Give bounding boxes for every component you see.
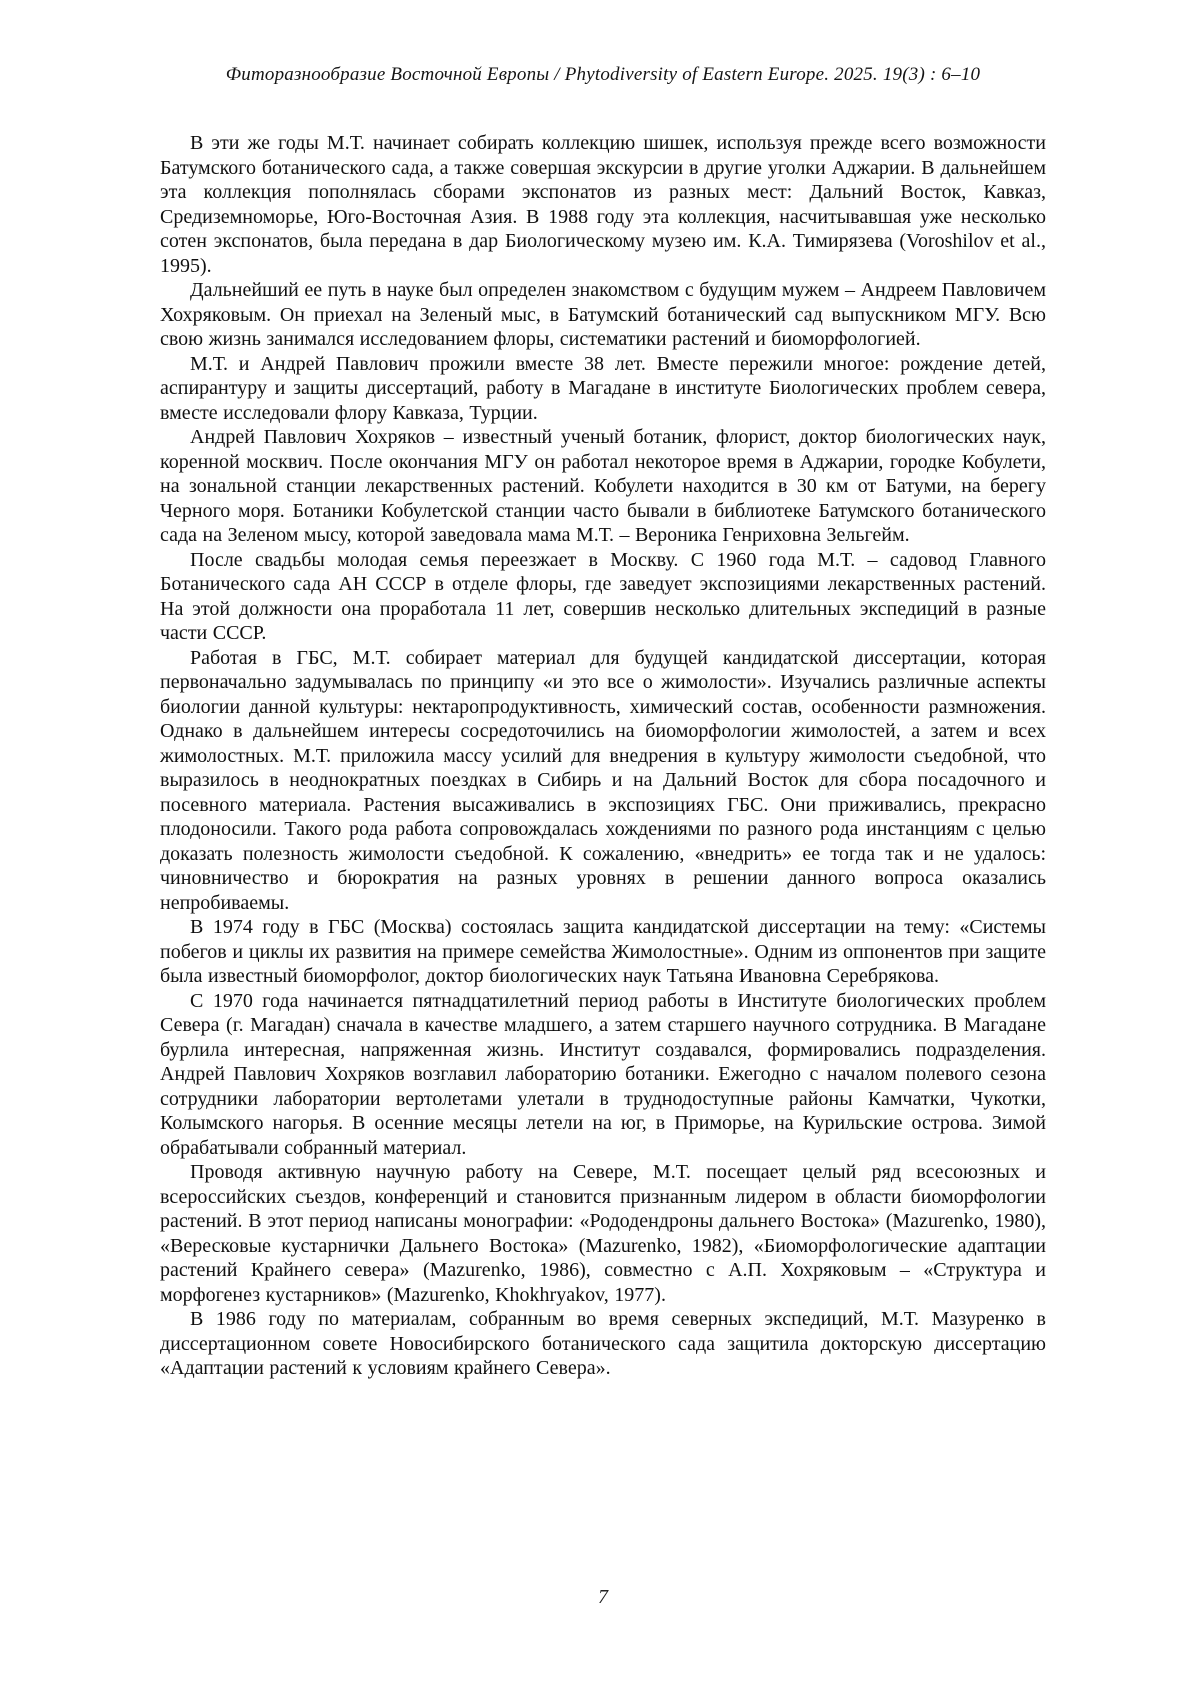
article-body [160, 131, 1046, 1381]
page-number: 7 [598, 1586, 608, 1608]
paragraph: В 1974 году в ГБС (Москва) состоялась защита кандидатской диссертации на тему: «Системы побегов и циклы их развития на примере семейства Жимолостные». Одним из оппонентов при защите была известный биоморфолог, доктор биологических наук Татьяна Ивановна Серебрякова. [160, 916, 1046, 987]
paragraph: В 1986 году по материалам, собранным во время северных экспедиций, М.Т. Мазуренко в диссертационном совете Новосибирского ботанического сада защитила докторскую диссертацию «Адаптации растений к условиям крайнего Севера». [160, 1308, 1046, 1379]
paragraph: Проводя активную научную работу на Севере, М.Т. посещает целый ряд всесоюзных и всероссийских съездов, конференций и становится признанным лидером в области биоморфологии растений. В этот период написаны монографии: «Рододендроны дальнего Востока» (Mazurenko, 1980), «Вересковые кустарнички Дальнего Востока» (Mazurenko, 1982), «Биоморфологические адаптации растений Крайнего севера» (Mazurenko, 1986), совместно с А.П. Хохряковым – «Структура и морфогенез кустарников» (Mazurenko, Khokhryakov, 1977). [160, 1161, 1046, 1306]
paragraph: Работая в ГБС, М.Т. собирает материал для будущей кандидатской диссертации, которая первоначально задумывалась по принципу «и это все о жимолости». Изучались различные аспекты биологии данной культуры: нектаропродуктивность, химический состав, особенности размножения. Однако в дальнейшем интересы сосредоточились на биоморфологии жимолостей, а затем и всех жимолостных. М.Т. приложила массу усилий для внедрения в культуру жимолости съедобной, что выразилось в неоднократных поездках в Сибирь и на Дальний Восток для сбора посадочного и посевного материала. Растения высаживались в экспозициях ГБС. Они приживались, прекрасно плодоносили. Такого рода работа сопровождалась хождениями по разного рода инстанциям с целью доказать полезность жимолости съедобной. К сожалению, «внедрить» ее тогда так и не удалось: чиновничество и бюрократия на разных уровнях в решении данного вопроса оказались непробиваемы. [160, 646, 1046, 914]
paragraph: М.Т. и Андрей Павлович прожили вместе 38 лет. Вместе пережили многое: рождение детей, аспирантуру и защиты диссертаций, работу в Магадане в институте Биологических проблем севера, вместе исследовали флору Кавказа, Турции. [160, 352, 1046, 424]
paragraph: Дальнейший ее путь в науке был определен знакомством с будущим мужем – Андреем Павловичем Хохряковым. Он приехал на Зеленый мыс, в Батумский ботанический сад выпускником МГУ. Всю свою жизнь занимался исследованием флоры, систематики растений и биоморфологией. [160, 279, 1046, 350]
paragraph: С 1970 года начинается пятнадцатилетний период работы в Институте биологических проблем Севера (г. Магадан) сначала в качестве младшего, а затем старшего научного сотрудника. В Магадане бурлила интересная, напряженная жизнь. Институт создавался, формировались подразделения. Андрей Павлович Хохряков возглавил лабораторию ботаники. Ежегодно с началом полевого сезона сотрудники лаборатории вертолетами улетали в труднодоступные районы Камчатки, Чукотки, Колымского нагорья. В осенние месяцы летели на юг, в Приморье, на Курильские острова. Зимой обрабатывали собранный материал. [160, 989, 1046, 1159]
paragraph: Андрей Павлович Хохряков – известный ученый ботаник, флорист, доктор биологических наук, коренной москвич. После окончания МГУ он работал некоторое время в Аджарии, городке Кобулети, на зональной станции лекарственных растений. Кобулети находится в 30 км от Батуми, на берегу Черного моря. Ботаники Кобулетской станции часто бывали в библиотеке Батумского ботанического сада на Зеленом мысу, которой заведовала мама М.Т. – Вероника Генриховна Зельгейм. [160, 426, 1046, 546]
paragraph: В эти же годы М.Т. начинает собирать коллекцию шишек, используя прежде всего возможности Батумского ботанического сада, а также совершая экскурсии в другие уголки Аджарии. В дальнейшем эта коллекция пополнялась сборами экспонатов из разных мест: Дальний Восток, Кавказ, Средиземноморье, Юго-Восточная Азия. В 1988 году эта коллекция, насчитывавшая уже несколько сотен экспонатов, была передана в дар Биологическому музею им. К.А. Тимирязева (Voroshilov et al., 1995). [160, 132, 1046, 277]
paragraph: После свадьбы молодая семья переезжает в Москву. С 1960 года М.Т. – садовод Главного Ботанического сада АН СССР в отделе флоры, где заведует экспозициями лекарственных растений. На этой должности она проработала 11 лет, совершив несколько длительных экспедиций в разные части СССР. [160, 548, 1046, 644]
journal-running-head: Фиторазнообразие Восточной Европы / Phytodiversity of Eastern Europe. 2025. 19(3) : 6–10 [225, 64, 981, 85]
